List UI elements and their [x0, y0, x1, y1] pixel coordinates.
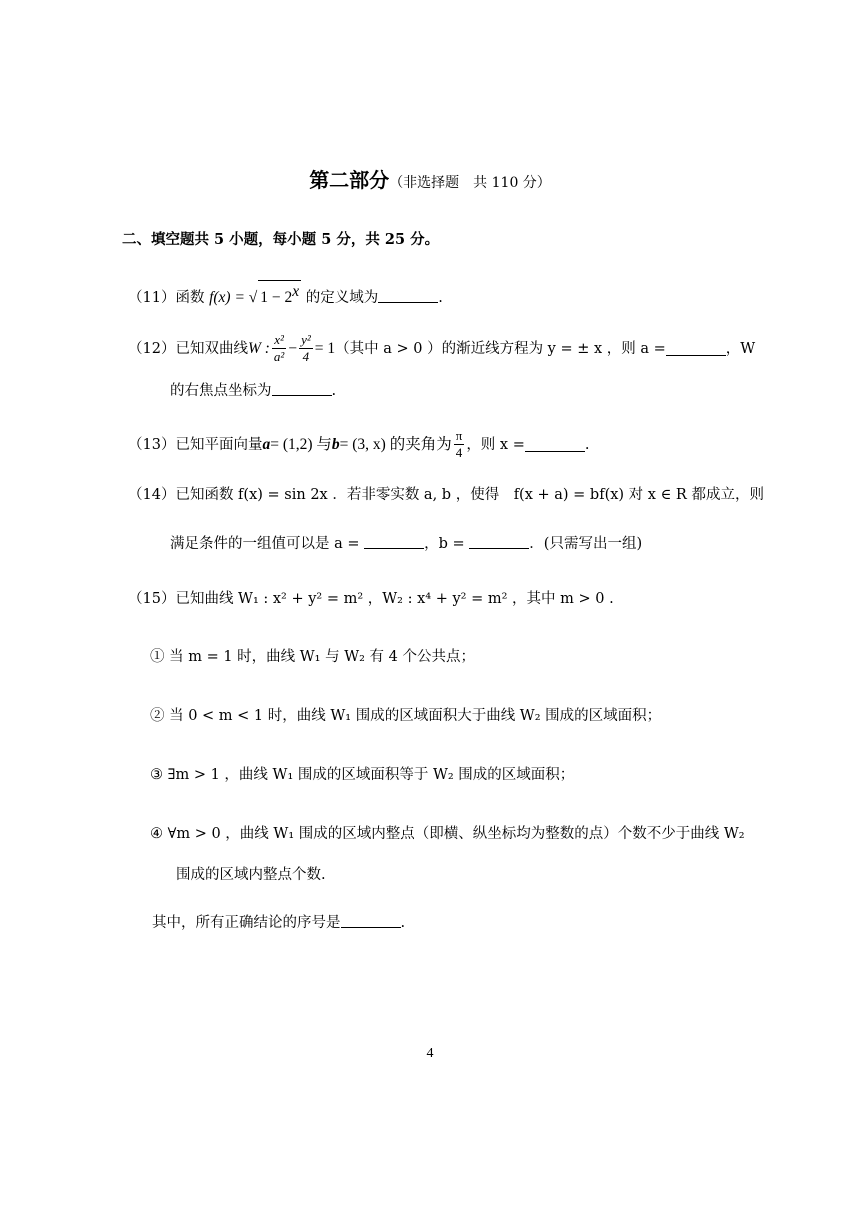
q12-frac1-denominator: a² — [273, 349, 285, 364]
q15-end: . — [400, 915, 406, 931]
q12-prefix: 已知双曲线 — [175, 340, 248, 357]
q11-prefix: 函数 — [175, 290, 210, 307]
q12-curve-name: W : — [247, 339, 270, 357]
question-14-line2 — [170, 533, 642, 555]
q14-line1: 已知函数 f(x) = sin 2x ．若非零实数 a, b ，使得 f(x + a) = bf(x) 对 x ∈ R 都成立，则 — [175, 487, 764, 503]
part-title — [0, 164, 860, 193]
q15-statement-2: ② 当 0 < m < 1 时，曲线 W₁ 围成的区域面积大于曲线 W₂ 围成的区域面积； — [150, 708, 662, 724]
q12-middle: （其中 a > 0 ）的渐近线方程为 y = ± x ，则 a = — [335, 340, 666, 357]
q15-statement-4: ④ ∀m > 0 ，曲线 W₁ 围成的区域内整点（即横、纵坐标均为整数的点）个数不少于曲线 W₂ — [150, 826, 745, 842]
q11-sqrt-body — [258, 280, 301, 309]
q15-statement-4-continued: 围成的区域内整点个数. — [176, 867, 326, 883]
q15-line1: 已知曲线 W₁ : x² + y² = m² ，W₂ : x⁴ + y² = m² ，其中 m > 0 . — [175, 591, 614, 607]
q13-prefix: 已知平面向量 — [175, 436, 263, 453]
q13-vector-b: b — [331, 435, 340, 453]
q12-fraction-y — [299, 332, 313, 365]
q12-answer-blank-1[interactable] — [666, 341, 726, 356]
q14-answer-blank-a[interactable] — [364, 534, 424, 549]
q13-angle-fraction — [454, 428, 465, 461]
q12-answer-blank-2[interactable] — [272, 381, 332, 396]
part-title-sub: （非选择题 共 110 分） — [389, 175, 551, 191]
q11-end: . — [438, 290, 443, 307]
q12-fraction-x — [272, 332, 286, 365]
q11-sqrt-symbol: √ — [248, 289, 258, 307]
q12-minus: − — [288, 339, 298, 357]
q13-number: （13） — [128, 436, 176, 453]
q13-frac-denominator: 4 — [455, 445, 463, 460]
q14-line2-middle: ，b = — [424, 536, 470, 552]
q11-function: f(x) = — [209, 289, 249, 307]
question-14 — [128, 484, 764, 506]
part-title-main: 第二部分 — [309, 168, 390, 192]
q12-frac2-denominator: 4 — [302, 349, 310, 364]
q11-sqrt-exponent: x — [292, 283, 300, 300]
q13-b-value: = (3, x) 的夹角为 — [339, 435, 452, 453]
q12-frac2-numerator: y² — [301, 332, 311, 347]
q11-sqrt-text: 1 − 2 — [260, 289, 293, 307]
q14-line2-end: ．(只需写出一组) — [529, 536, 643, 552]
q15-number: （15） — [128, 591, 176, 607]
q13-answer-blank[interactable] — [525, 437, 585, 452]
section-heading: 二、填空题共 5 小题，每小题 5 分，共 25 分。 — [122, 231, 440, 248]
q11-answer-blank[interactable] — [378, 288, 438, 303]
q15-question-text: 其中，所有正确结论的序号是 — [152, 915, 341, 931]
question-12 — [128, 332, 755, 365]
page-number: 4 — [426, 1046, 434, 1061]
q15-answer-blank[interactable] — [341, 913, 401, 928]
q13-a-value: = (1,2) 与 — [270, 435, 332, 453]
q14-answer-blank-b[interactable] — [469, 534, 529, 549]
q13-frac-numerator: π — [455, 428, 463, 443]
q14-line2-prefix: 满足条件的一组值可以是 a = — [170, 536, 365, 552]
q13-vector-a: a — [262, 435, 271, 453]
q12-number: （12） — [128, 340, 176, 357]
q15-statement-1: ① 当 m = 1 时，曲线 W₁ 与 W₂ 有 4 个公共点； — [150, 649, 475, 665]
q12-line2-end: . — [331, 383, 337, 399]
question-11 — [128, 280, 443, 309]
q12-line2-text: 的右焦点坐标为 — [170, 383, 272, 399]
q15-question — [152, 912, 405, 934]
question-15 — [128, 588, 614, 610]
q12-frac1-numerator: x² — [274, 332, 284, 347]
question-12-line2 — [170, 380, 336, 402]
q13-suffix: ，则 x = — [466, 436, 525, 453]
q12-after-blank: ，W — [725, 340, 756, 357]
q13-end: . — [584, 436, 590, 453]
q15-statement-3: ③ ∃m > 1 ，曲线 W₁ 围成的区域面积等于 W₂ 围成的区域面积； — [150, 767, 575, 783]
q11-suffix: 的定义域为 — [301, 290, 379, 307]
q11-number: （11） — [128, 290, 176, 307]
q14-number: （14） — [128, 487, 176, 503]
q12-equals: = 1 — [314, 339, 336, 357]
question-13 — [128, 428, 589, 461]
